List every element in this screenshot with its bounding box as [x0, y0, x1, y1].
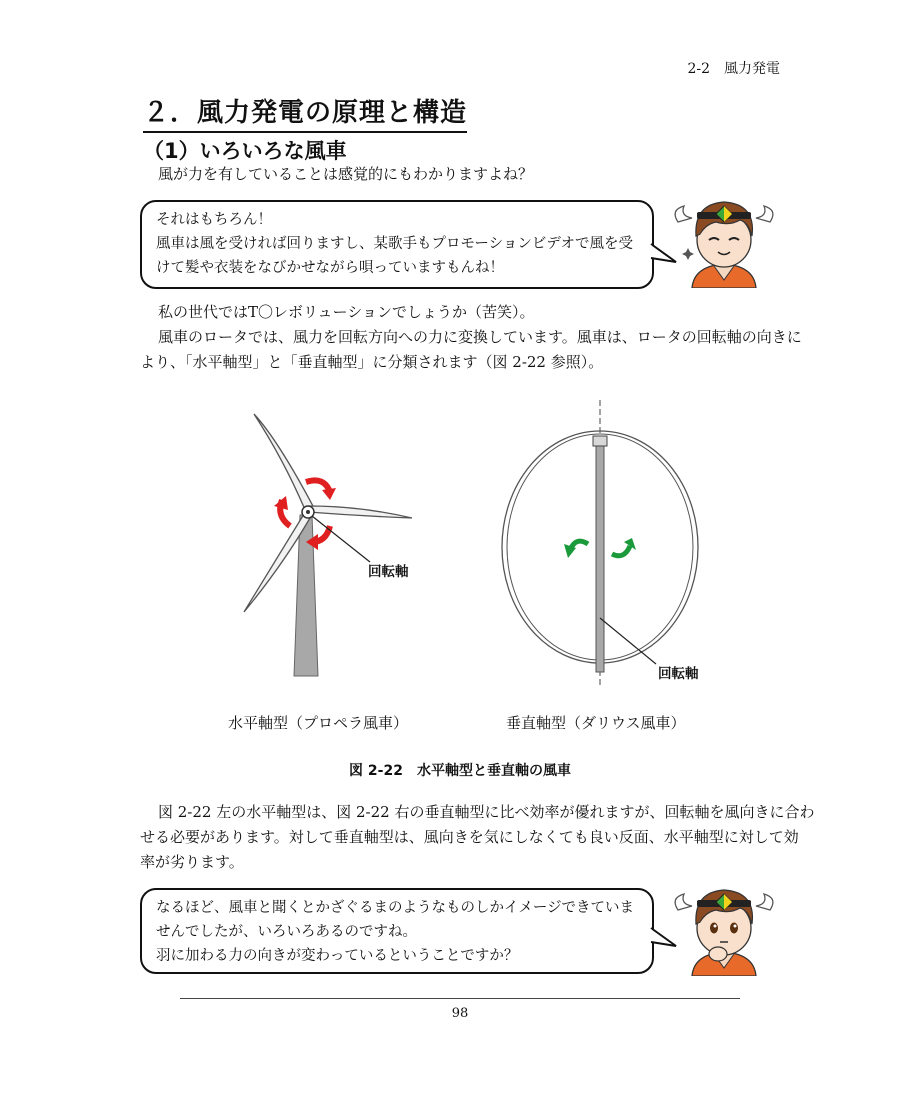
vertical-axis-turbine-diagram — [496, 400, 716, 690]
bubble1-line2: 風車は風を受ければ回りますし、某歌手もプロモーションビデオで風を受 — [156, 236, 634, 252]
character-avatar-smiling — [672, 192, 776, 288]
figure-caption: 図 2-22 水平軸型と垂直軸の風車 — [349, 763, 571, 779]
section-subtitle: （1）いろいろな風車 — [143, 139, 347, 163]
figure-label-vertical: 垂直軸型（ダリウス風車） — [506, 714, 686, 732]
speech-bubble-2 — [140, 888, 654, 974]
bubble1-line1: それはもちろん！ — [156, 212, 272, 228]
paragraph-4-line3: 率が劣ります。 — [140, 853, 244, 871]
bubble1-line3: けて髪や衣装をなびかせながら唄っていますもんね！ — [156, 260, 504, 276]
bubble2-line2: せんでしたが、いろいろあるのですね。 — [156, 924, 417, 940]
bubble2-line1: なるほど、風車と聞くとかざぐるまのようなものしかイメージできていま — [156, 900, 635, 916]
bubble2-line3: 羽に加わる力の向きが変わっているということですか？ — [156, 948, 519, 964]
paragraph-4-line1: 図 2-22 左の水平軸型は、図 2-22 右の垂直軸型に比べ効率が優れますが、回転軸を風向きに合わ — [158, 803, 815, 821]
paragraph-2: 私の世代ではT〇レボリューションでしょうか（苦笑）。 — [158, 303, 535, 321]
axis-label-left: 回転軸 — [368, 564, 409, 580]
figure-label-horizontal: 水平軸型（プロペラ風車） — [228, 714, 409, 732]
character-avatar-thinking — [672, 878, 776, 976]
paragraph-3-line1: 風車のロータでは、風力を回転方向への力に変換しています。風車は、ロータの回転軸の向きに — [158, 328, 802, 346]
paragraph-3-line2: より、「水平軸型」と「垂直軸型」に分類されます（図 2-22 参照）。 — [140, 353, 604, 371]
axis-label-right: 回転軸 — [658, 666, 699, 682]
intro-paragraph: 風が力を有していることは感覚的にもわかりますよね？ — [158, 165, 534, 183]
horizontal-axis-turbine-diagram — [220, 400, 460, 690]
page-number: 98 — [451, 1006, 469, 1021]
paragraph-4-line2: せる必要があります。対して垂直軸型は、風向きを気にしなくても良い反面、水平軸型に対して効 — [140, 828, 799, 846]
speech-bubble-1 — [140, 200, 654, 289]
section-title: ２．風力発電の原理と構造 — [143, 92, 467, 133]
footer-rule — [180, 998, 740, 999]
running-header: 2-2 風力発電 — [687, 61, 780, 77]
